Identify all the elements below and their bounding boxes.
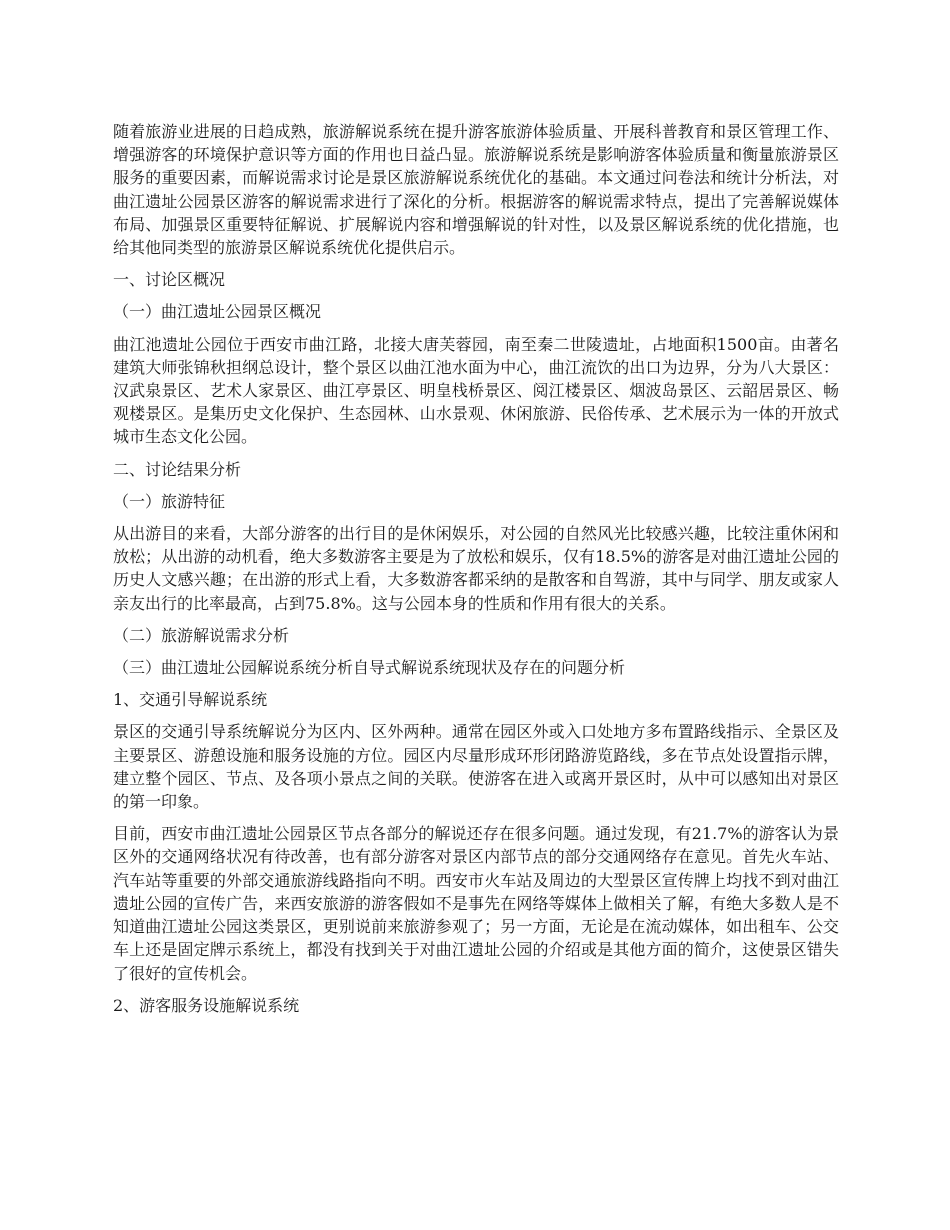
item-heading-1: 1、交通引导解说系统 bbox=[113, 690, 268, 710]
subsection-heading-2-2: （二）旅游解说需求分析 bbox=[113, 625, 290, 645]
subsection-heading-2-3: （三）曲江遗址公园解说系统分析自导式解说系统现状及存在的问题分析 bbox=[113, 658, 626, 678]
item-heading-2: 2、游客服务设施解说系统 bbox=[113, 995, 300, 1015]
intro-paragraph: 随着旅游业进展的日趋成熟，旅游解说系统在提升游客旅游体验质量、开展科普教育和景区管理工作、增强游客的环境保护意识等方面的作用也日益凸显。旅游解说系统是影响游客体验质量和衡量旅游景区服务的重要因素，而解说需求讨论是景区旅游解说系统优化的基础。本文通过问卷法和统计分析法，对曲江遗址公园景区游客的解说需求进行了深化的分析。根据游客的解说需求特点，提出了完善解说媒体布局、加强景区重要特征解说、扩展解说内容和增强解说的针对性，以及景区解说系统的优化措施，也给其他同类型的旅游景区解说系统优化提供启示。 bbox=[113, 122, 839, 258]
travel-features-paragraph: 从出游目的来看，大部分游客的出行目的是休闲娱乐，对公园的自然风光比较感兴趣，比较注重休闲和放松；从出游的动机看，绝大多数游客主要是为了放松和娱乐，仅有18.5%的游客是对曲江遗址公园的历史人文感兴趣；在出游的形式上看，大多数游客都采纳的是散客和自驾游，其中与同学、朋友或家人亲友出行的比率最高，占到75.8%。这与公园本身的性质和作用有很大的关系。 bbox=[113, 524, 839, 613]
subsection-heading-1-1: （一）曲江遗址公园景区概况 bbox=[113, 302, 322, 322]
section-heading-1: 一、讨论区概况 bbox=[113, 270, 226, 290]
subsection-heading-2-1: （一）旅游特征 bbox=[113, 491, 226, 511]
traffic-guidance-paragraph: 景区的交通引导系统解说分为区内、区外两种。通常在园区外或入口处地方多布置路线指示、全景区及主要景区、游憩设施和服务设施的方位。园区内尽量形成环形闭路游览路线，多在节点处设置指示牌，建立整个园区、节点、及各项小景点之间的关联。使游客在进入或离开景区时，从中可以感知出对景区的第一印象。 bbox=[113, 722, 839, 812]
park-overview-paragraph: 曲江池遗址公园位于西安市曲江路，北接大唐芙蓉园，南至秦二世陵遗址，占地面积1500亩。由著名建筑大师张锦秋担纲总设计，整个景区以曲江池水面为中心，曲江流饮的出口为边界，分为八大景区：汉武泉景区、艺术人家景区、曲江亭景区、明皇栈桥景区、阅江楼景区、烟波岛景区、云韶居景区、畅观楼景区。是集历史文化保护、生态园林、山水景观、休闲旅游、民俗传承、艺术展示为一体的开放式城市生态文化公园。 bbox=[113, 334, 839, 447]
document-page bbox=[113, 120, 839, 1026]
section-heading-2: 二、讨论结果分析 bbox=[113, 459, 242, 479]
current-problems-paragraph: 目前，西安市曲江遗址公园景区节点各部分的解说还存在很多问题。通过发现，有21.7%的游客认为景区外的交通网络状况有待改善，也有部分游客对景区内部节点的部分交通网络存在意见。首先火车站、汽车站等重要的外部交通旅游线路指向不明。西安市火车站及周边的大型景区宣传牌上均找不到对曲江遗址公园的宣传广告，来西安旅游的游客假如不是事先在网络等媒体上做相关了解，有绝大多数人是不知道曲江遗址公园这类景区，更别说前来旅游参观了；另一方面，无论是在流动媒体，如出租车、公交车上还是固定牌示系统上，都没有找到关于对曲江遗址公园的介绍或是其他方面的简介，这使景区错失了很好的宣传机会。 bbox=[113, 824, 839, 983]
